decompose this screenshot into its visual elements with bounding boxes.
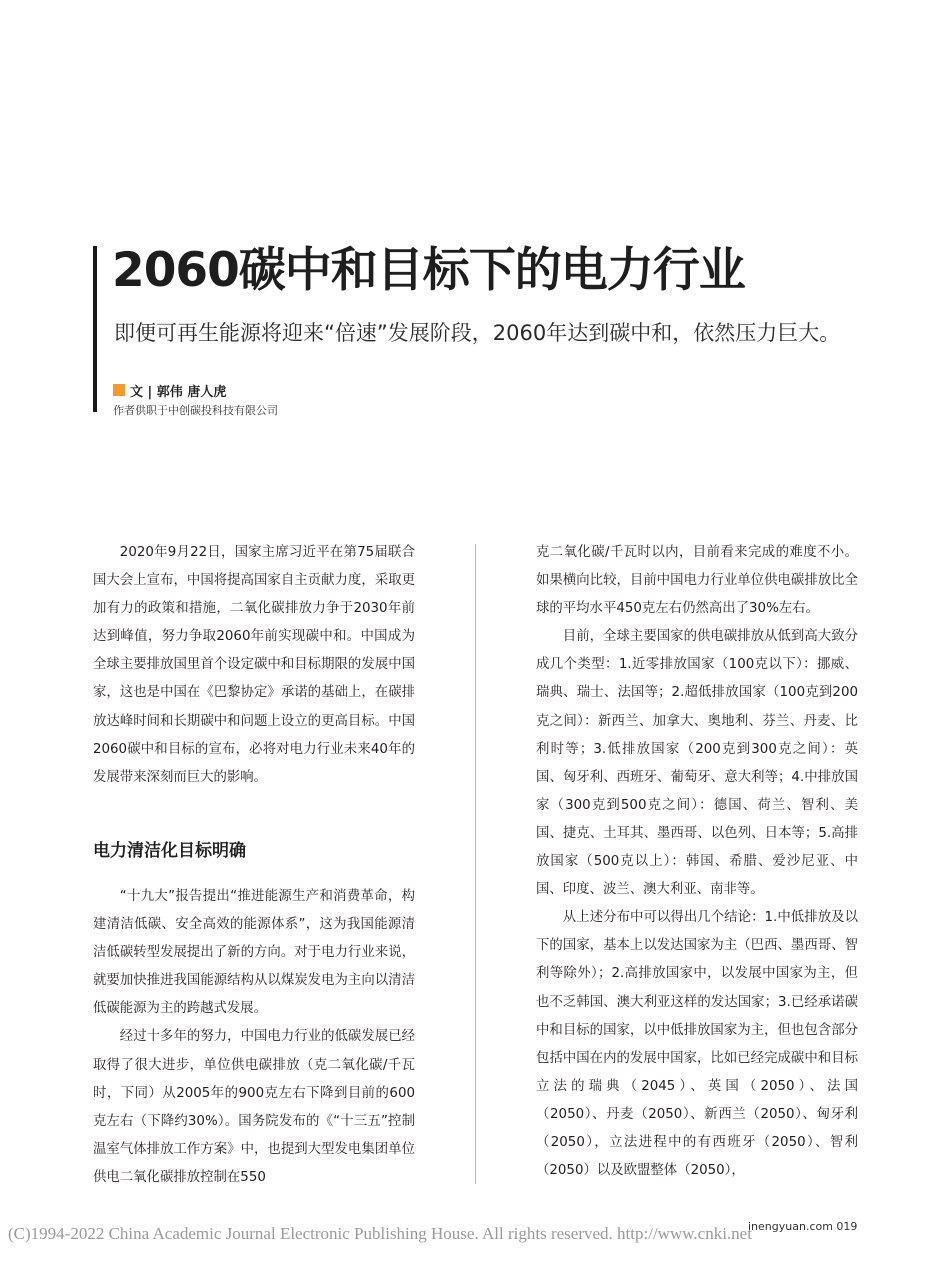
page-number: inengyuan.com 019 [748, 1220, 858, 1233]
right-column [536, 539, 858, 1185]
left-column-intro [93, 539, 415, 792]
byline [113, 379, 226, 401]
title-accent-bar [93, 246, 97, 412]
body-paragraph: “十九大”报告提出“推进能源生产和消费革命，构建清洁低碳、安全高效的能源体系”，这为我国能源清洁低碳转型发展提出了新的方向。对于电力行业来说，就要加快推进我国能源结构从以煤炭发电为主向以清洁低碳能源为主的跨越式发展。 [93, 889, 415, 1017]
article-title: 2060碳中和目标下的电力行业 [112, 243, 745, 298]
column-divider [475, 544, 476, 1184]
body-paragraph: 2020年9月22日，国家主席习近平在第75届联合国大会上宣布，中国将提高国家自主贡献力度，采取更加有力的政策和措施，二氧化碳排放力争于2030年前达到峰值，努力争取2060年前实现碳中和。中国成为全球主要排放国里首个设定碳中和目标期限的发展中国家，这也是中国在《巴黎协定》承诺的基础上，在碳排放达峰时间和长期碳中和问题上设立的更高目标。中国2060碳中和目标的宣布，必将对电力行业未来40年的发展带来深刻而巨大的影响。 [93, 545, 415, 785]
orange-square-icon [113, 384, 125, 396]
left-column-section [93, 883, 415, 1192]
section-heading: 电力清洁化目标明确 [93, 841, 246, 861]
body-paragraph: 目前，全球主要国家的供电碳排放从低到高大致分成几个类型：1.近零排放国家（100克以下）：挪威、瑞典、瑞士、法国等；2.超低排放国家（100克到200克之间）：新西兰、加拿大、奥地利、芬兰、丹麦、比利时等；3.低排放国家（200克到300克之间）：英国、匈牙利、西班牙、葡萄牙、意大利等；4.中排放国家（300克到500克之间）：德国、荷兰、智利、美国、捷克、土耳其、墨西哥、以色列、日本等；5.高排放国家（500克以上）：韩国、希腊、爱沙尼亚、中国、印度、波兰、澳大利亚、南非等。 [536, 629, 858, 898]
copyright-watermark: (C)1994-2022 China Academic Journal Electronic Publishing House. All rights reserved. http://www.cnki.net [8, 1224, 752, 1243]
body-paragraph: 经过十多年的努力，中国电力行业的低碳发展已经取得了很大进步，单位供电碳排放（克二氧化碳/千瓦时，下同）从2005年的900克左右下降到目前的600克左右（下降约30%）。国务院发布的《“十三五”控制温室气体排放工作方案》中，也提到大型发电集团单位供电二氧化碳排放控制在550 [93, 1029, 415, 1185]
body-paragraph: 从上述分布中可以得出几个结论：1.中低排放及以下的国家，基本上以发达国家为主（巴西、墨西哥、智利等除外）；2.高排放国家中，以发展中国家为主，但也不乏韩国、澳大利亚这样的发达国家；3.已经承诺碳中和目标的国家，以中低排放国家为主，但也包含部分包括中国在内的发展中国家，比如已经完成碳中和目标立法的瑞典（2045）、英国（2050）、法国（2050）、丹麦（2050）、新西兰（2050）、匈牙利（2050），立法进程中的有西班牙（2050）、智利（2050）以及欧盟整体（2050）， [536, 910, 858, 1179]
body-paragraph-continued: 克二氧化碳/千瓦时以内，目前看来完成的难度不小。如果横向比较，目前中国电力行业单位供电碳排放比全球的平均水平450克左右仍然高出了30%左右。 [536, 545, 858, 617]
byline-authors: 文 | 郭伟 唐人虎 [130, 384, 227, 400]
author-affiliation: 作者供职于中创碳投科技有限公司 [113, 404, 278, 417]
article-subtitle: 即便可再生能源将迎来“倍速”发展阶段，2060年达到碳中和，依然压力巨大。 [114, 321, 841, 345]
